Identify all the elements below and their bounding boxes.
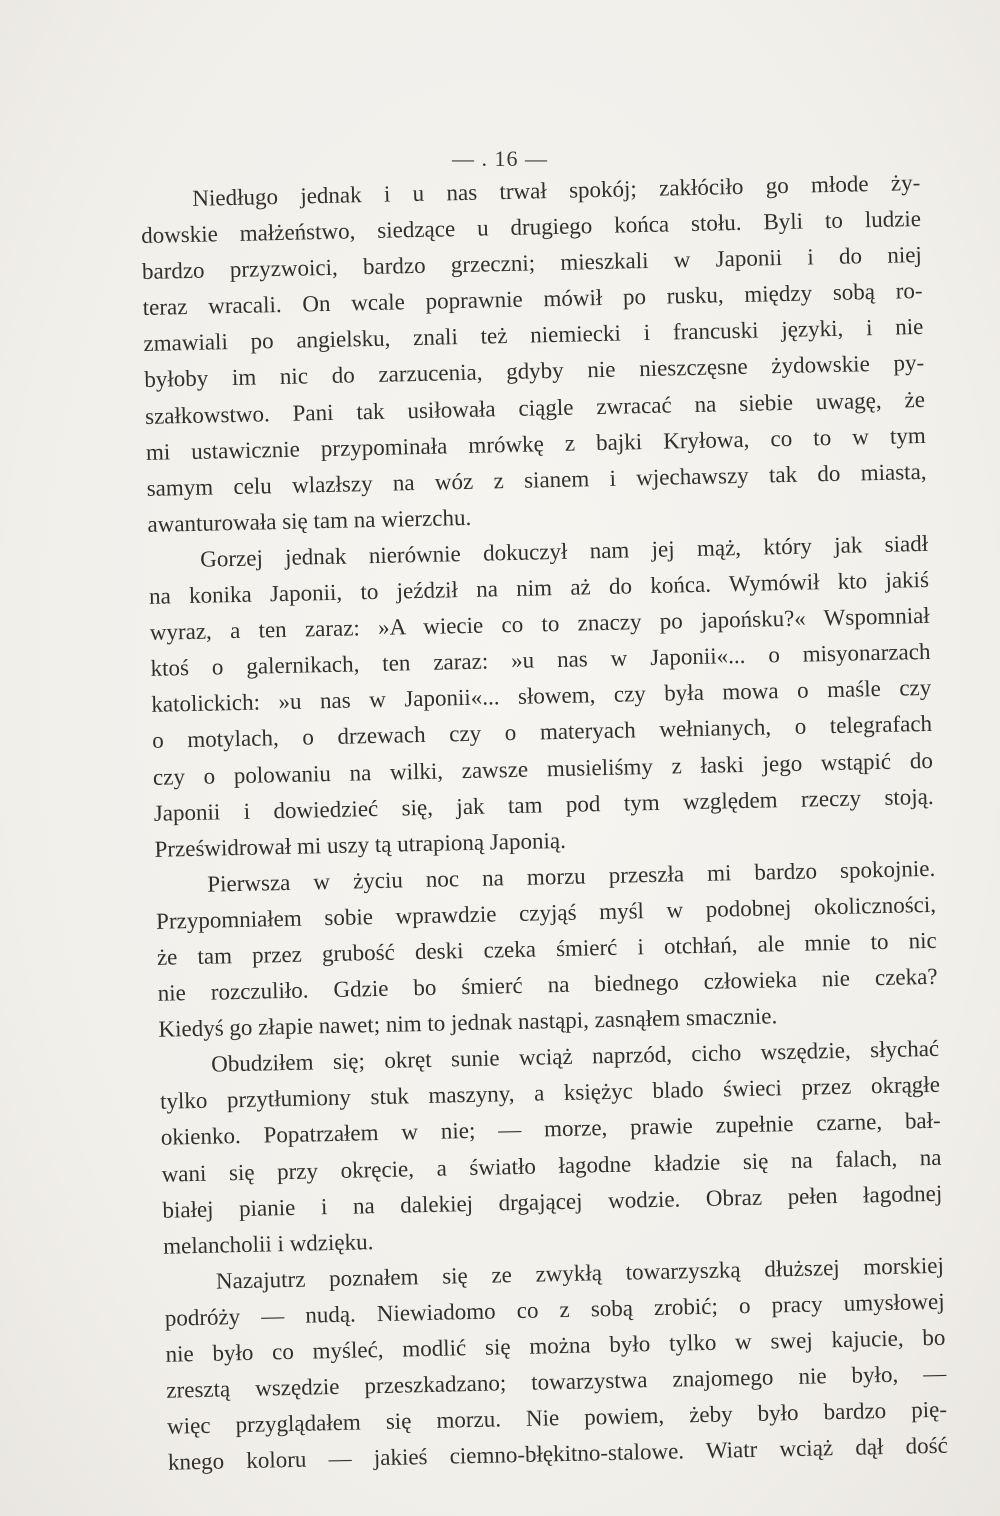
text-line: nie było co myśleć, modlić się można było tylko w swej kajucie, bo (165, 1324, 946, 1367)
text-line: podróży — nudą. Niewiadomo co z sobą zrobić; o pracy umysłowej (164, 1288, 945, 1331)
text-line: teraz wracali. On wcale poprawnie mówił po rusku, między sobą ro- (142, 278, 923, 321)
paragraph (140, 165, 928, 543)
text-line: Obudziłem się; okręt sunie wciąż naprzód, cicho wszędzie, słychać (210, 1036, 940, 1077)
text-line: o motylach, o drzewach czy o materyach wełnianych, o telegrafach (151, 711, 933, 754)
paragraph (159, 1031, 944, 1265)
text-line: knego koloru — jakieś ciemno-błękitno-stalowe. Wiatr wciąż dął dość (167, 1432, 949, 1475)
text-line: Przypomniałem sobie wprawdzie czyjąś myśl w podobnej okoliczności, (155, 891, 937, 934)
text-line: melancholii i wdzięku. (162, 1228, 374, 1259)
text-line: czy o polowaniu na wilki, zawsze musieliśmy z łaski jego wstąpić do (152, 747, 934, 790)
paragraph (164, 1248, 949, 1482)
body-text (140, 165, 948, 1481)
paragraph (148, 526, 935, 868)
text-line: nie rozczuliło. Gdzie bo śmierć na biednego człowieka nie czeka? (157, 963, 938, 1006)
text-line: Pierwsza w życiu noc na morzu przeszła mi bardzo spokojnie. (207, 855, 936, 897)
text-line: Nazajutrz poznałem się ze zwykłą towarzyszką dłuższej morskiej (215, 1252, 945, 1294)
text-line: Niedługo jednak i u nas trwał spokój; zakłóciło go młode ży- (192, 169, 921, 211)
text-line: ktoś o galernikach, ten zaraz: »u nas w Japonii«... o misyonarzach (150, 639, 931, 682)
paragraph (155, 851, 939, 1048)
text-line: że tam przez grubość deski czeka śmierć i otchłań, ale mnie to nic (156, 927, 938, 970)
text-line: na konika Japonii, to jeździł na nim aż do końca. Wymówił kto jakiś (148, 566, 930, 609)
text-line: Prześwidrował mi uszy tą utrapioną Japonią. (154, 827, 567, 862)
text-line: katolickich: »u nas w Japonii«... słowem, czy była mowa o maśle czy (151, 675, 932, 718)
text-line: Kiedyś go złapie nawet; nim to jednak nastąpi, zasnąłem smacznie. (158, 1003, 778, 1042)
text-line: bardzo przyzwoici, bardzo grzeczni; mieszkali w Japonii i do niej (141, 242, 923, 285)
text-line: okienko. Popatrzałem w nie; — morze, prawie zupełnie czarne, bał- (160, 1108, 941, 1151)
text-line: wyraz, a ten zaraz: »A wiecie co to znaczy po japońsku?« Wspomniał (149, 603, 930, 646)
text-line: zresztą wszędzie przeszkadzano; towarzystwa znajomego nie było, — (166, 1360, 947, 1403)
text-line: byłoby im nic do zarzucenia, gdyby nie nieszczęsne żydowskie py- (144, 350, 925, 393)
text-line: szałkowstwo. Pani tak usiłowała ciągle zwracać na siebie uwagę, że (144, 386, 926, 429)
text-line: samym celu wlazłszy na wóz z sianem i wjechawszy tak do miasta, (146, 458, 927, 501)
text-line: awanturowała się tam na wierzchu. (147, 504, 472, 537)
page-number: — . 16 — (452, 146, 548, 171)
text-line: dowskie małżeństwo, siedzące u drugiego końca stołu. Byli to ludzie (140, 206, 922, 249)
text-line: mi ustawicznie przypominała mrówkę z bajki Kryłowa, co to w tym (145, 422, 926, 465)
text-line: wani się przy okręcie, a światło łagodne kładzie się na falach, na (161, 1144, 942, 1187)
text-line: więc przyglądałem się morzu. Nie powiem, żeby było bardzo pię- (166, 1396, 948, 1439)
text-line: zmawiali po angielsku, znali też niemiecki i francuski języki, i nie (143, 314, 924, 357)
text-line: Japonii i dowiedzieć się, jak tam pod tym względem rzeczy stoją. (153, 783, 934, 826)
text-line: białej pianie i na dalekiej drgającej wodzie. Obraz pełen łagodnej (162, 1180, 943, 1223)
text-line: Gorzej jednak nierównie dokuczył nam jej mąż, który jak siadł (199, 530, 929, 572)
text-line: tylko przytłumiony stuk maszyny, a księżyc blado świeci przez okrągłe (159, 1072, 941, 1115)
